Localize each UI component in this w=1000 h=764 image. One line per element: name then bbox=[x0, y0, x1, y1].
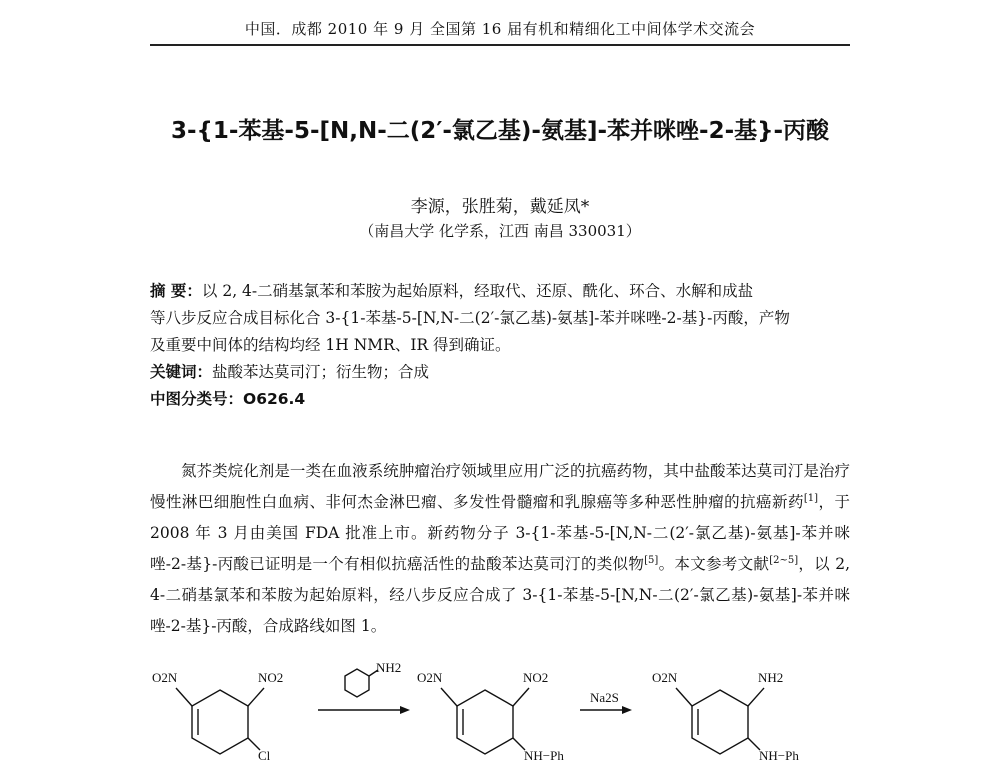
citation-2-5: [2~5] bbox=[769, 554, 799, 566]
na2s-label: Na2S bbox=[590, 690, 619, 705]
benzene-ring-1 bbox=[192, 690, 248, 754]
citation-1: [1] bbox=[803, 492, 819, 504]
classification-text: O626.4 bbox=[243, 390, 306, 408]
abstract-label: 摘 要： bbox=[150, 282, 202, 300]
bond-no2-left-3 bbox=[676, 688, 692, 706]
o2n-label-1: O2N bbox=[152, 670, 178, 685]
aniline-nh2-label: NH2 bbox=[376, 660, 402, 675]
header-rule bbox=[150, 44, 850, 46]
bond-nh2-3 bbox=[748, 688, 764, 706]
bond-no2-right-2 bbox=[513, 688, 529, 706]
compound-3 bbox=[652, 670, 799, 760]
scheme-svg bbox=[150, 660, 850, 760]
abstract-line-2: 等八步反应合成目标化合 3-{1-苯基-5-[N,N-二(2′-氯乙基)-氨基]-苯并咪唑-2-基}-丙酸，产物 bbox=[150, 309, 790, 327]
nhph-label-3: NH−Ph bbox=[759, 748, 799, 760]
cl-label: Cl bbox=[258, 748, 271, 760]
affiliation: （南昌大学 化学系，江西 南昌 330031） bbox=[359, 222, 641, 240]
compound-1 bbox=[152, 670, 283, 760]
keywords-label: 关键词： bbox=[150, 363, 213, 381]
bond-no2-left-1 bbox=[176, 688, 192, 706]
bond-no2-left-2 bbox=[441, 688, 457, 706]
authors: 李源，张胜菊，戴延凤* bbox=[410, 197, 590, 217]
conference-header: 中国．成都 2010 年 9 月 全国第 16 届有机和精细化工中间体学术交流会 bbox=[244, 20, 756, 38]
bond-no2-right-1 bbox=[248, 688, 264, 706]
o2n-label-2: O2N bbox=[417, 670, 443, 685]
intro-paragraph bbox=[150, 456, 850, 642]
abstract-paragraph bbox=[150, 278, 850, 359]
o2n-label-3: O2N bbox=[652, 670, 678, 685]
no2-label-1: NO2 bbox=[258, 670, 284, 685]
no2-label-2: NO2 bbox=[523, 670, 549, 685]
abstract-block bbox=[150, 278, 850, 413]
classification-label: 中图分类号： bbox=[150, 390, 244, 408]
classification-line bbox=[150, 386, 850, 413]
abstract-line-3: 及重要中间体的结构均经 1H NMR、IR 得到确证。 bbox=[150, 336, 511, 354]
benzene-ring-2 bbox=[457, 690, 513, 754]
arrow-head-1 bbox=[400, 706, 410, 714]
keywords-text: 盐酸苯达莫司汀；衍生物；合成 bbox=[212, 363, 430, 381]
body-text bbox=[150, 456, 850, 642]
abstract-line-1: 以 2, 4-二硝基氯苯和苯胺为起始原料，经取代、还原、酰化、环合、水解和成盐 bbox=[201, 282, 754, 300]
compound-2 bbox=[417, 670, 564, 760]
body-segment-3: 。本文参考文献 bbox=[658, 555, 770, 573]
paper-title: 3-{1-苯基-5-[N,N-二(2′-氯乙基)-氨基]-苯并咪唑-2-基}-丙酸 bbox=[170, 118, 830, 144]
benzene-ring-3 bbox=[692, 690, 748, 754]
aniline-ring bbox=[345, 669, 369, 697]
body-segment-2: ，于 2008 年 3 月由美国 FDA 批准上市。新药物分子 3-{1-苯基-5-[N,N-二(2′-氯乙基)-氨基]-苯并咪唑-2-基}-丙酸已证明是一个有相似抗癌活性的盐酸苯达莫司汀的类似物 bbox=[150, 493, 850, 573]
nh2-label-3: NH2 bbox=[758, 670, 784, 685]
synthesis-scheme bbox=[150, 660, 850, 760]
arrow-head-2 bbox=[622, 706, 632, 714]
citation-5: [5] bbox=[644, 554, 659, 566]
body-segment-4: ，以 2, 4-二硝基氯苯和苯胺为起始原料，经八步反应合成了 3-{1-苯基-5-[N,N-二(2′-氯乙基)-氨基]-苯并咪唑-2-基}-丙酸，合成路线如图 1。 bbox=[150, 555, 850, 635]
body-segment-1: 氮芥类烷化剂是一类在血液系统肿瘤治疗领域里应用广泛的抗癌药物，其中盐酸苯达莫司汀是治疗慢性淋巴细胞性白血病、非何杰金淋巴瘤、多发性骨髓瘤和乳腺癌等多种恶性肿瘤的抗癌新药 bbox=[150, 462, 850, 511]
reagent-aniline bbox=[345, 660, 401, 697]
keywords-line bbox=[150, 359, 850, 386]
nhph-label-2: NH−Ph bbox=[524, 748, 564, 760]
